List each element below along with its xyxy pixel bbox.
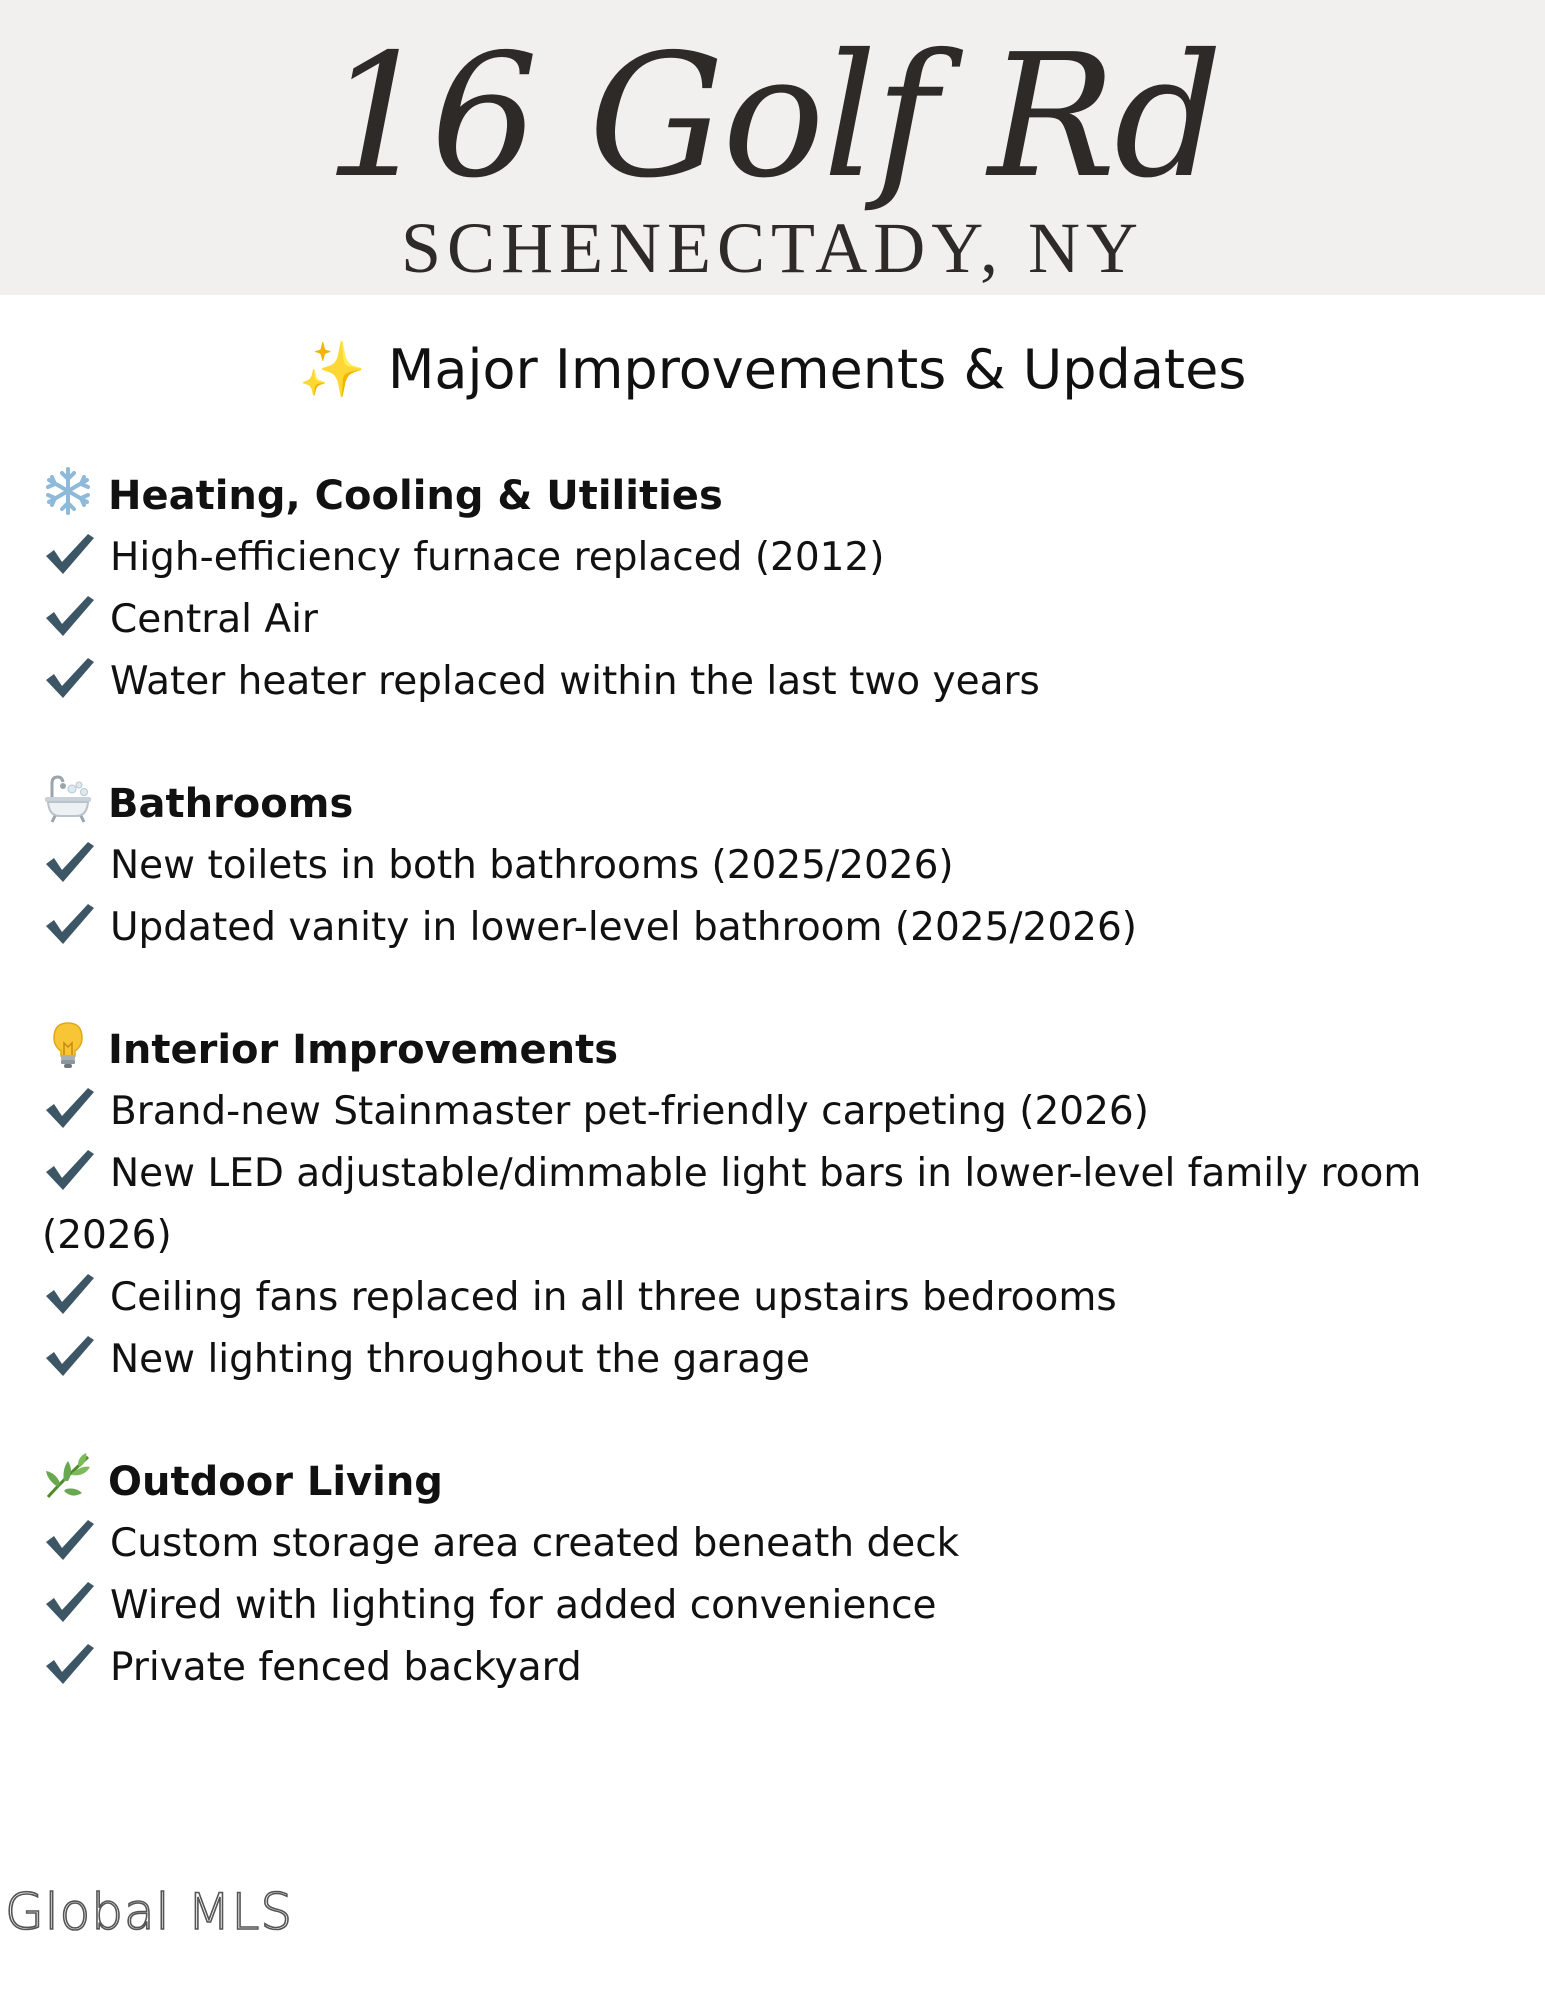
checkmark-icon [42, 1332, 96, 1380]
main-heading-text: Major Improvements & Updates [387, 338, 1247, 401]
section-title-text: Outdoor Living [108, 1459, 443, 1505]
header-band [0, 0, 1545, 295]
bathtub-icon [42, 773, 94, 825]
sparkles-icon: ✨ [298, 338, 366, 401]
leaf-icon [42, 1451, 94, 1503]
checkmark-icon [42, 592, 96, 640]
section-interior [42, 1019, 1512, 1391]
checkmark-icon [42, 530, 96, 578]
list-item: Updated vanity in lower-level bathroom (2025/2026) [42, 897, 1512, 959]
address-title: 16 Golf Rd [324, 18, 1221, 216]
list-item: Wired with lighting for added convenience [42, 1575, 1512, 1637]
checkmark-icon [42, 1516, 96, 1564]
section-title-text: Interior Improvements [108, 1027, 618, 1073]
section-title [42, 773, 1512, 835]
lightbulb-icon [42, 1019, 94, 1071]
global-mls-logo: Global MLS [5, 1883, 294, 1941]
checkmark-icon [42, 654, 96, 702]
list-item: New lighting throughout the garage [42, 1329, 1512, 1391]
checkmark-icon [42, 900, 96, 948]
list-item: Brand-new Stainmaster pet-friendly carpeting (2026) [42, 1081, 1512, 1143]
section-heating-cooling [42, 465, 1512, 713]
snowflake-icon [42, 465, 94, 517]
checkmark-icon [42, 1640, 96, 1688]
list-item: Central Air [42, 589, 1512, 651]
section-title [42, 1451, 1512, 1513]
list-item: High-efficiency furnace replaced (2012) [42, 527, 1512, 589]
improvements-list [42, 465, 1512, 1759]
list-item: New toilets in both bathrooms (2025/2026) [42, 835, 1512, 897]
section-title-text: Heating, Cooling & Utilities [108, 473, 723, 519]
checkmark-icon [42, 838, 96, 886]
city-subtitle: SCHENECTADY, NY [401, 208, 1144, 288]
section-outdoor [42, 1451, 1512, 1699]
section-title-text: Bathrooms [108, 781, 354, 827]
list-item: New LED adjustable/dimmable light bars in lower-level family room (2026) [42, 1143, 1512, 1267]
list-item: Custom storage area created beneath deck [42, 1513, 1512, 1575]
list-item: Ceiling fans replaced in all three upstairs bedrooms [42, 1267, 1512, 1329]
checkmark-icon [42, 1578, 96, 1626]
checkmark-icon [42, 1146, 96, 1194]
main-heading [0, 335, 1545, 405]
section-title [42, 1019, 1512, 1081]
list-item: Private fenced backyard [42, 1637, 1512, 1699]
section-title [42, 465, 1512, 527]
list-item: Water heater replaced within the last two years [42, 651, 1512, 713]
checkmark-icon [42, 1084, 96, 1132]
section-bathrooms [42, 773, 1512, 959]
checkmark-icon [42, 1270, 96, 1318]
